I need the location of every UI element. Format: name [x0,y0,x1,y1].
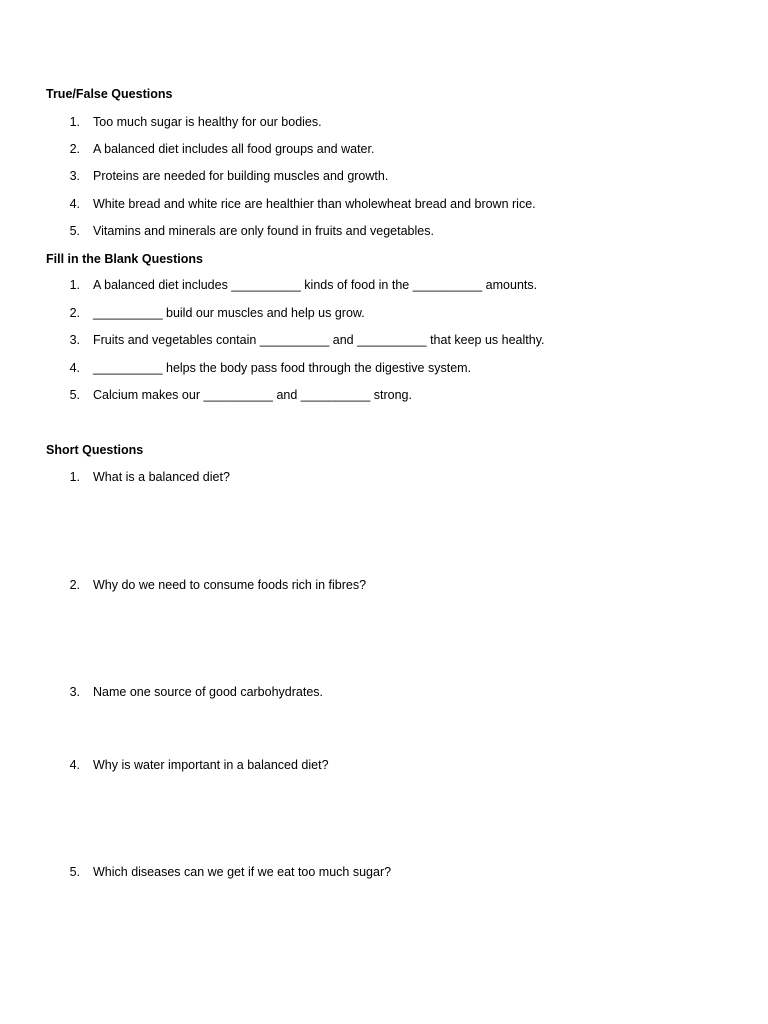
item-number: 3. [69,169,80,183]
true-false-heading: True/False Questions [46,87,173,101]
item-number: 1. [69,470,80,484]
item-number: 3. [69,685,80,699]
item-text: __________ build our muscles and help us grow. [93,306,365,320]
item-number: 5. [69,224,80,238]
item-text: What is a balanced diet? [93,470,230,484]
item-text: Which diseases can we get if we eat too much sugar? [93,865,392,879]
item-text: Too much sugar is healthy for our bodies. [93,115,322,129]
item-text: White bread and white rice are healthier than wholewheat bread and brown rice. [93,197,536,211]
short-questions-heading: Short Questions [46,443,144,457]
item-text: A balanced diet includes all food groups and water. [93,142,375,156]
item-number: 3. [69,333,80,347]
item-number: 4. [69,197,80,211]
item-number: 5. [69,865,80,879]
item-number: 5. [69,388,80,402]
item-text: Why do we need to consume foods rich in fibres? [93,578,367,592]
item-text: __________ helps the body pass food through the digestive system. [93,361,472,375]
item-text: A balanced diet includes __________ kinds of food in the __________ amounts. [93,278,538,292]
item-number: 4. [69,361,80,375]
item-number: 1. [69,115,80,129]
item-text: Why is water important in a balanced diet? [93,758,329,772]
item-text: Fruits and vegetables contain __________ and __________ that keep us healthy. [93,333,545,347]
item-number: 2. [69,578,80,592]
item-number: 1. [69,278,80,292]
item-text: Proteins are needed for building muscles and growth. [93,169,389,183]
item-number: 2. [69,306,80,320]
item-text: Calcium makes our __________ and __________ strong. [93,388,412,402]
item-number: 2. [69,142,80,156]
item-number: 4. [69,758,80,772]
item-text: Vitamins and minerals are only found in fruits and vegetables. [93,224,434,238]
item-text: Name one source of good carbohydrates. [93,685,323,699]
fill-blank-heading: Fill in the Blank Questions [46,252,203,266]
